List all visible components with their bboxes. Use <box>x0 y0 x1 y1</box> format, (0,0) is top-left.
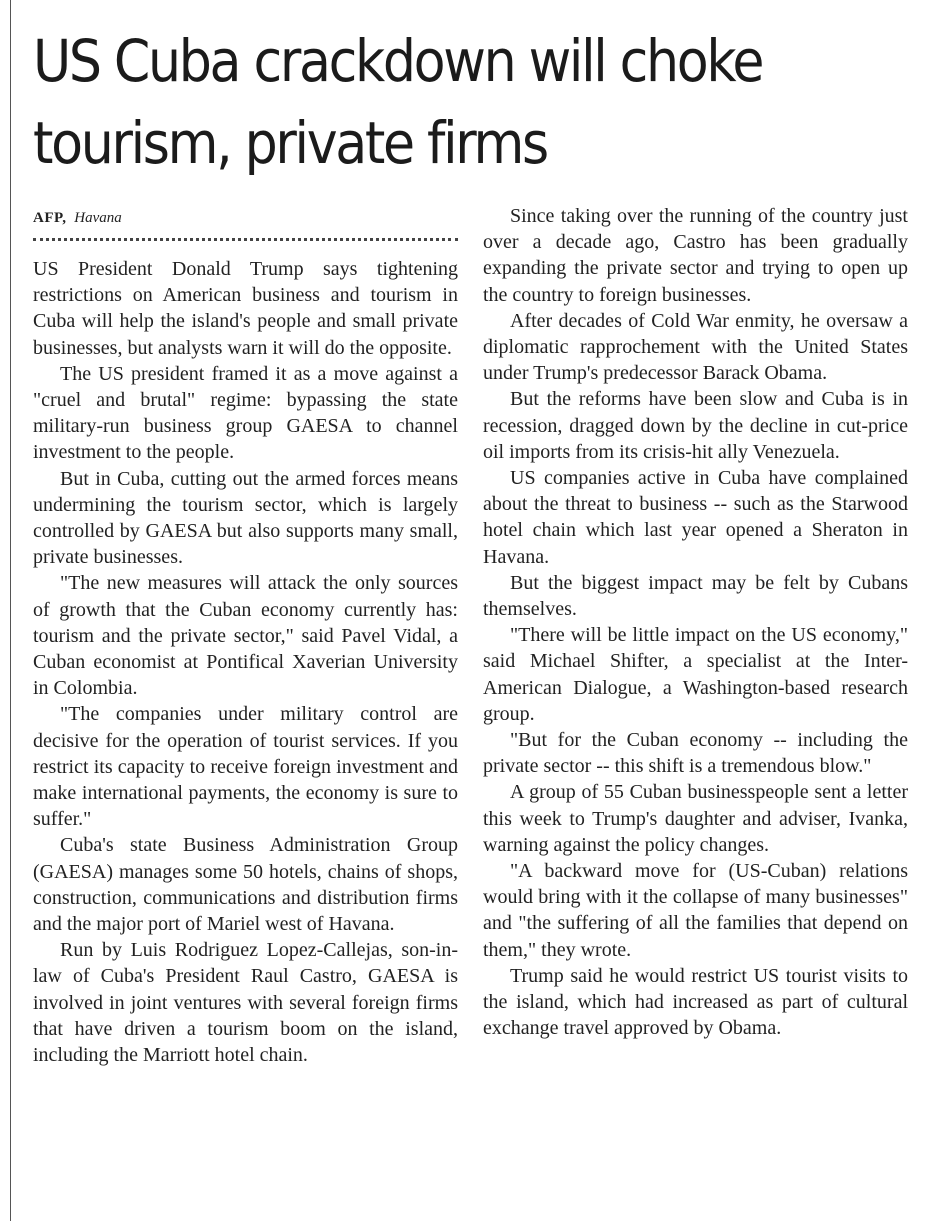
headline: US Cuba crackdown will choke tourism, private firms <box>33 27 763 177</box>
paragraph: The US president framed it as a move against a "cruel and brutal" regime: bypassing the state military-run business group GAESA to channel investment to the people. <box>33 362 458 464</box>
paragraph: But the reforms have been slow and Cuba is in recession, dragged down by the decline in cut-price oil imports from its crisis-hit ally Venezuela. <box>483 388 908 463</box>
dotted-divider <box>33 238 458 241</box>
paragraph: "A backward move for (US-Cuban) relations would bring with it the collapse of many businesses" and "the suffering of all the families that depend on them," they wrote. <box>483 860 908 961</box>
paragraph: But in Cuba, cutting out the armed forces means undermining the tourism sector, which is largely controlled by GAESA but also supports many small, private businesses. <box>33 467 458 569</box>
right-column <box>483 203 908 1042</box>
paragraph: "But for the Cuban economy -- including the private sector -- this shift is a tremendous blow." <box>483 729 908 778</box>
byline <box>33 210 122 227</box>
byline-agency: AFP, <box>33 210 67 226</box>
paragraph: US President Donald Trump says tightening restrictions on American business and tourism in Cuba will help the island's people and small private businesses, but analysts warn it will do the opposite. <box>33 258 458 359</box>
paragraph: But the biggest impact may be felt by Cubans themselves. <box>483 571 908 621</box>
paragraph: Since taking over the running of the country just over a decade ago, Castro has been gradually expanding the private sector and trying to open up the country to foreign businesses. <box>483 205 908 306</box>
paragraph: US companies active in Cuba have complained about the threat to business -- such as the Starwood hotel chain which last year opened a Sheraton in Havana. <box>483 467 908 568</box>
paragraph: "The new measures will attack the only sources of growth that the Cuban economy currently has: tourism and the private sector," said Pavel Vidal, a Cuban economist at Pontifical Xaverian University in Colombia. <box>33 572 458 700</box>
column-rule <box>10 0 11 1221</box>
left-column <box>33 256 458 1068</box>
paragraph: Cuba's state Business Administration Group (GAESA) manages some 50 hotels, chains of shops, construction, communications and distribution firms and the major port of Mariel west of Havana. <box>33 834 458 936</box>
byline-dateline: Havana <box>74 210 122 226</box>
paragraph: "There will be little impact on the US economy," said Michael Shifter, a specialist at the Inter-American Dialogue, a Washington-based research group. <box>483 624 908 725</box>
paragraph: A group of 55 Cuban businesspeople sent a letter this week to Trump's daughter and adviser, Ivanka, warning against the policy changes. <box>483 781 908 856</box>
paragraph: Trump said he would restrict US tourist visits to the island, which had increased as part of cultural exchange travel approved by Obama. <box>483 964 908 1040</box>
paragraph: After decades of Cold War enmity, he oversaw a diplomatic rapprochement with the United States under Trump's predecessor Barack Obama. <box>483 309 908 385</box>
paragraph: "The companies under military control are decisive for the operation of tourist services. If you restrict its capacity to receive foreign investment and make international payments, the economy is sure to suffer." <box>33 703 458 831</box>
paragraph: Run by Luis Rodriguez Lopez-Callejas, son-in-law of Cuba's President Raul Castro, GAESA is involved in joint ventures with several foreign firms that have driven a tourism boom on the island, including the Marriott hotel chain. <box>33 939 458 1067</box>
